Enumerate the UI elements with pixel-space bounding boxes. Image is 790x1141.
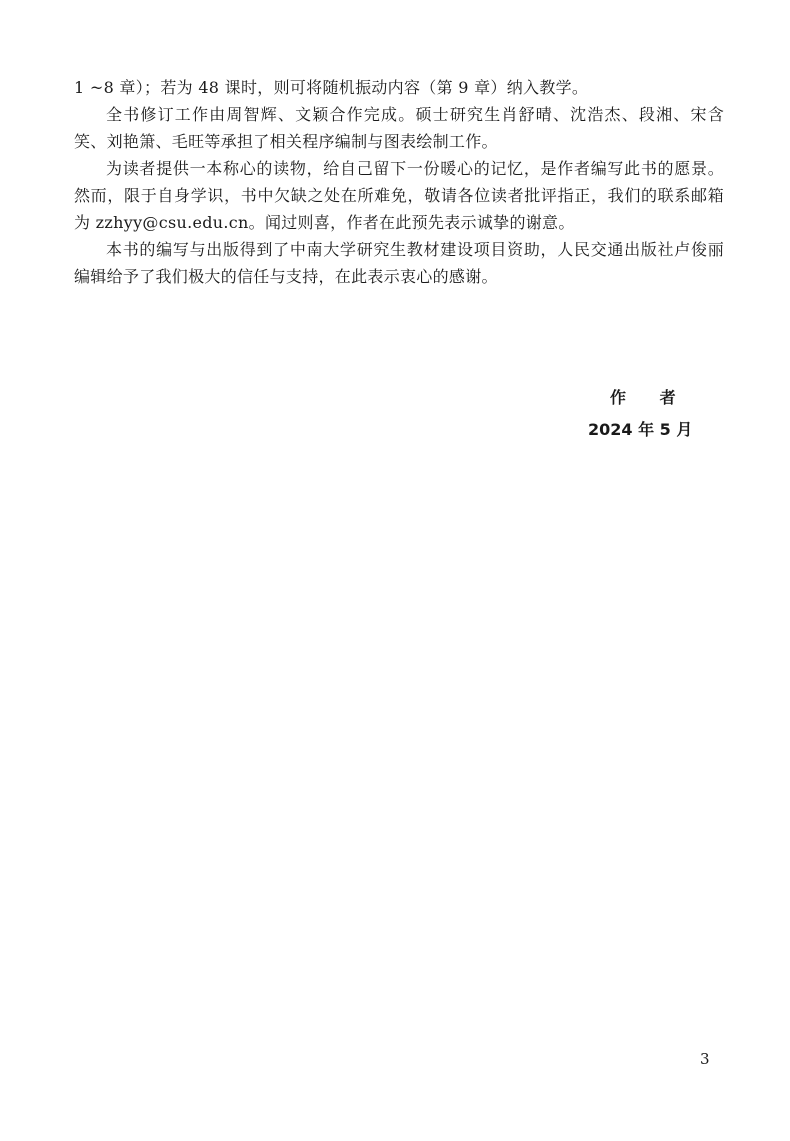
signature-author: 作 者 xyxy=(610,388,690,407)
preface-body xyxy=(74,74,724,290)
signature-date: 2024 年 5 月 xyxy=(588,420,693,439)
paragraph-purpose-and-contact: 为读者提供一本称心的读物，给自己留下一份暖心的记忆，是作者编写此书的愿景。然而，限于自身学识，书中欠缺之处在所难免，敬请各位读者批评指正，我们的联系邮箱为 zzhyy@csu.edu.cn。闻过则喜，作者在此预先表示诚挚的谢意。 xyxy=(74,159,724,232)
page-number: 3 xyxy=(700,1050,710,1068)
signature-block xyxy=(560,384,710,443)
paragraph-acknowledgements: 本书的编写与出版得到了中南大学研究生教材建设项目资助，人民交通出版社卢俊丽编辑给予了我们极大的信任与支持，在此表示衷心的感谢。 xyxy=(74,240,724,286)
paragraph-continuation: 1 ~8 章）；若为 48 课时，则可将随机振动内容（第 9 章）纳入教学。 xyxy=(74,78,589,97)
paragraph-revision-credits: 全书修订工作由周智辉、文颖合作完成。硕士研究生肖舒晴、沈浩杰、段湘、宋含笑、刘艳箫、毛旺等承担了相关程序编制与图表绘制工作。 xyxy=(74,105,724,151)
